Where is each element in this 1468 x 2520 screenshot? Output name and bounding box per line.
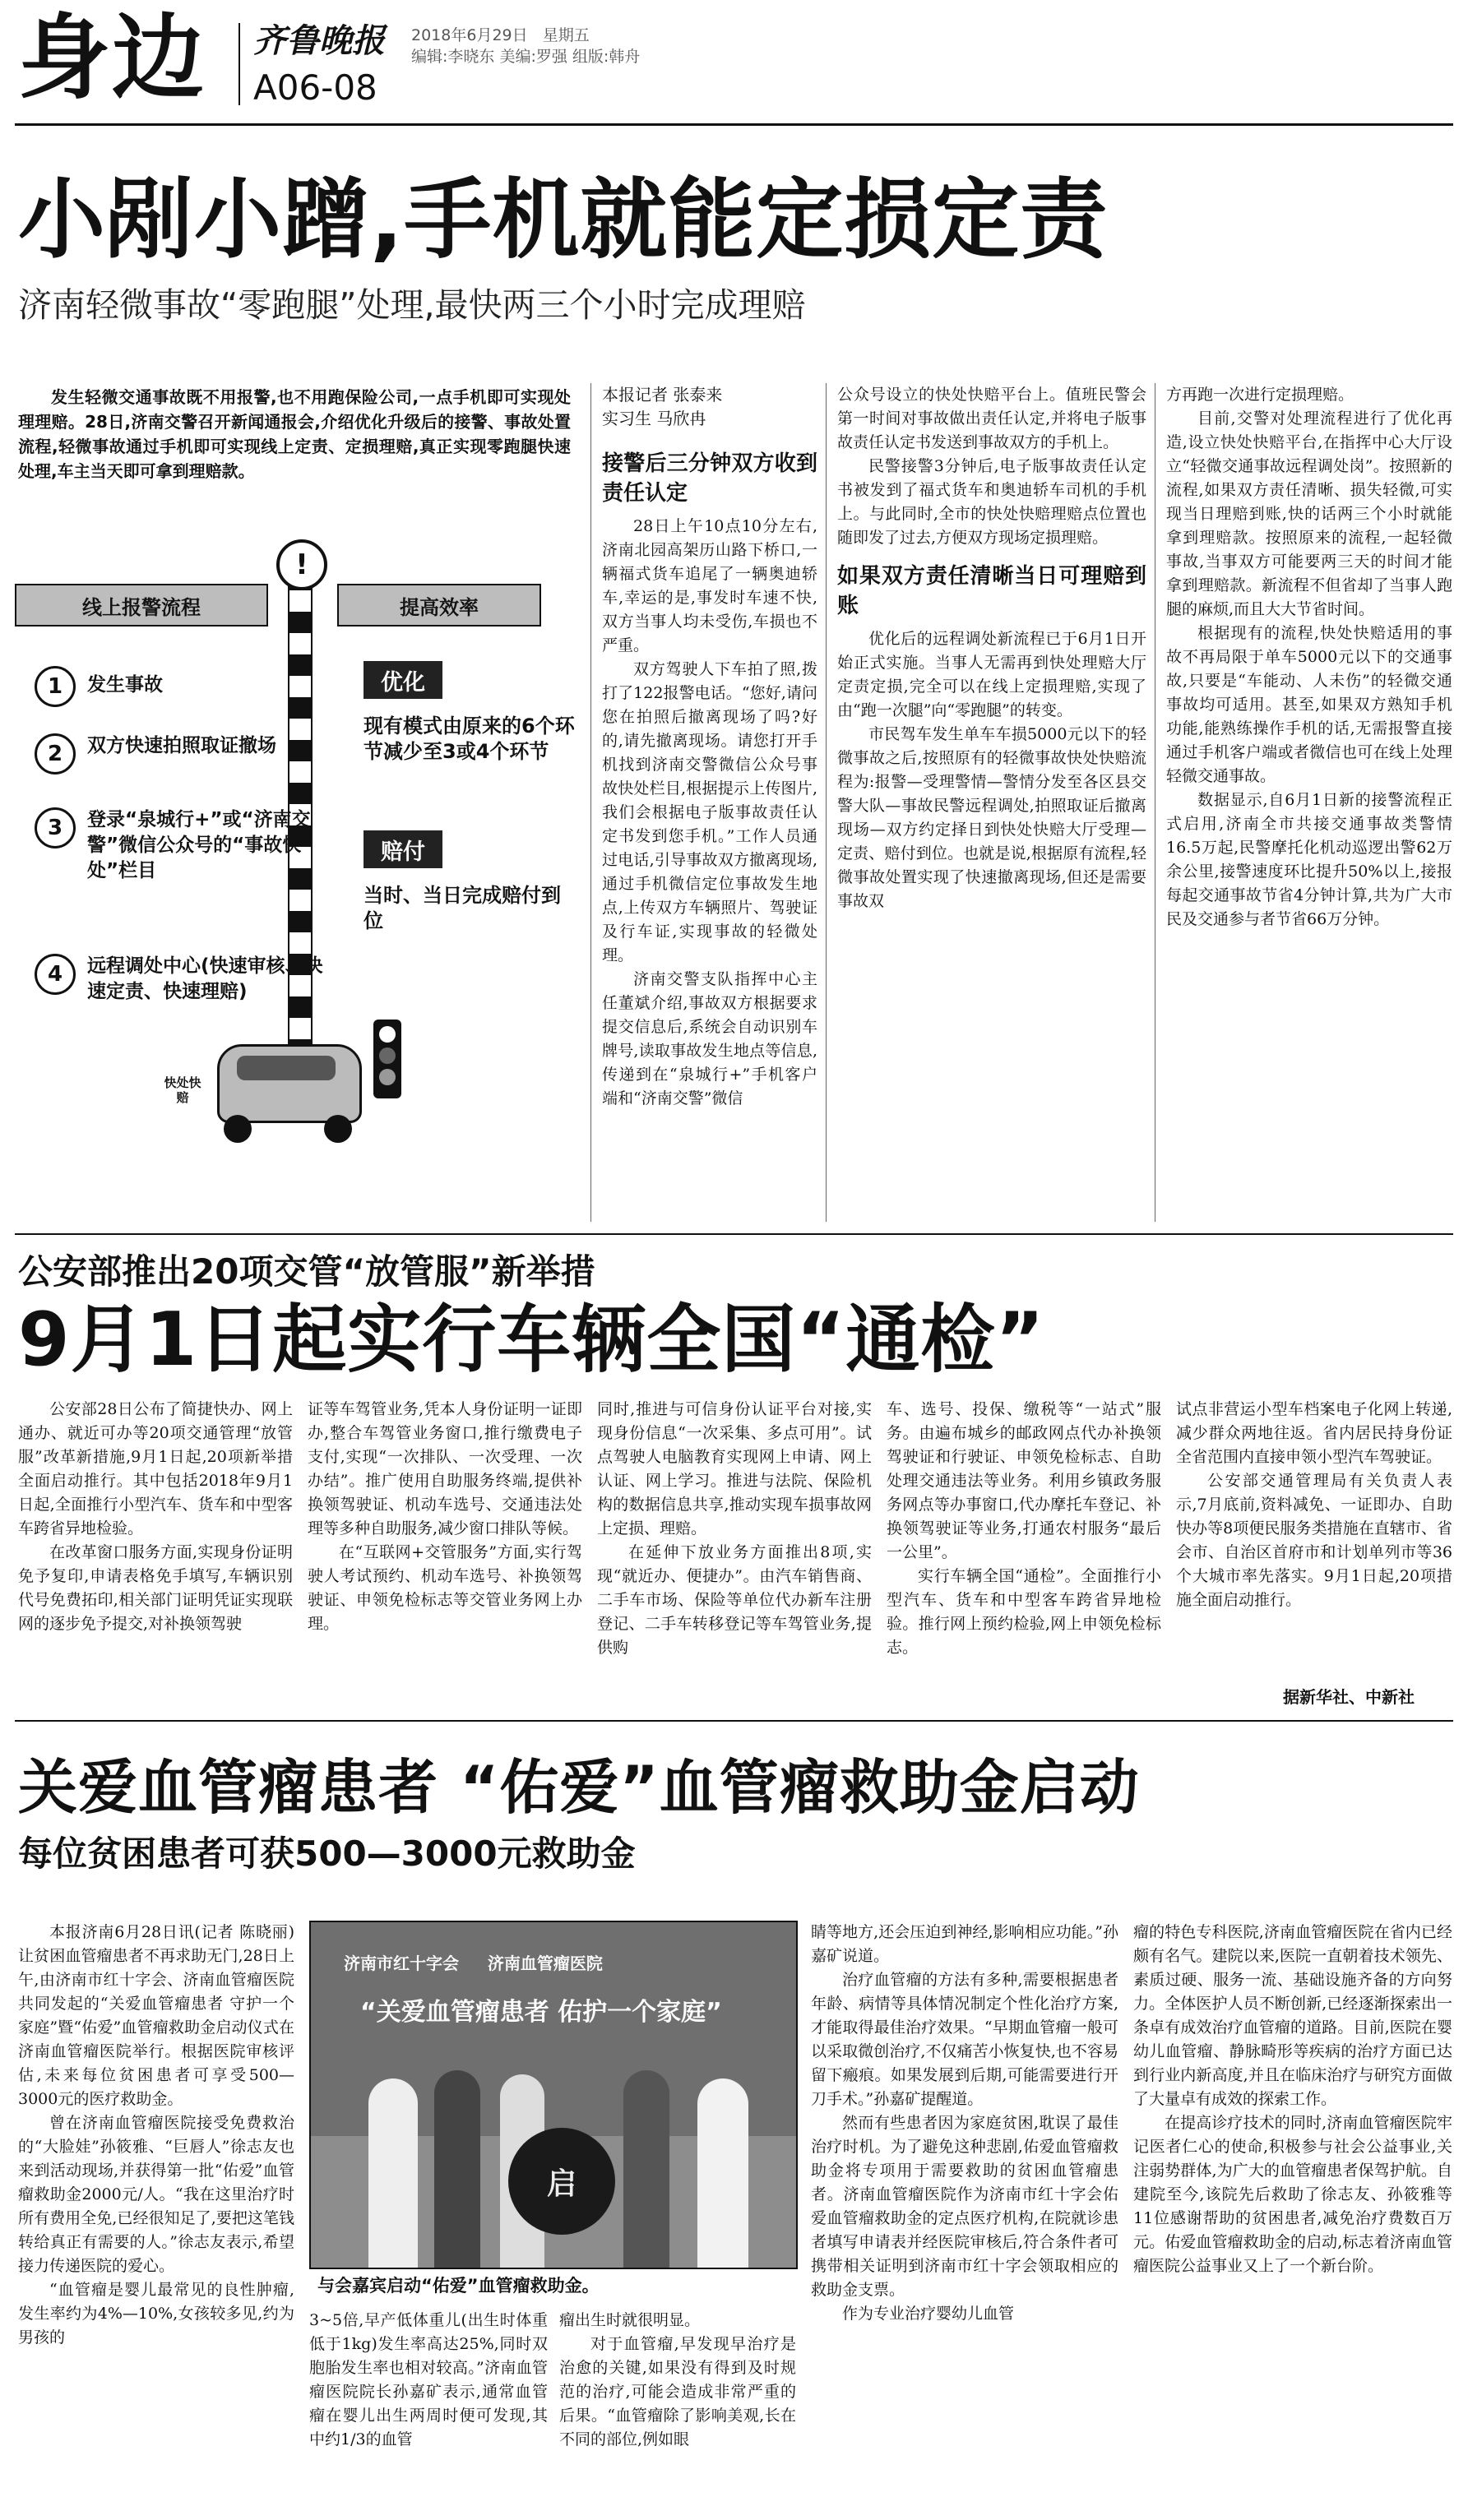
step-number: 1 (35, 666, 76, 707)
efficiency-header: 提高效率 (337, 584, 541, 627)
section-rule (15, 1233, 1453, 1235)
paragraph: 对于血管瘤,早发现早治疗是治愈的关键,如果没有得到及时规范的治疗,可能会造成非常严重的后果。“血管瘤除了影响美观,长在不同的部位,例如眼 (559, 2335, 796, 2448)
column-rule (590, 383, 591, 1222)
launch-ball (508, 2128, 615, 2235)
article1-col3 (837, 383, 1146, 1222)
article2-col3 (597, 1398, 872, 1710)
paragraph: 治疗血管瘤的方法有多种,需要根据患者年龄、病情等具体情况制定个性化治疗方案,才能取得最佳治疗效果。“早期血管瘤一般可以采取微创治疗,不仅痛苦小恢复快,也不容易留下瘢痕。如果发展到后期,可能需要进行开刀手术。”孙嘉矿提醒道。 (811, 1971, 1118, 2108)
step-text: 双方快速拍照取证撤场 (87, 735, 276, 756)
article2-col2 (308, 1398, 582, 1710)
article1-lead (18, 385, 571, 541)
article2-kicker: 公安部推出20项交管“放管服”新举措 (18, 1251, 595, 1292)
section-rule (15, 1720, 1453, 1722)
paragraph: 曾在济南血管瘤医院接受免费救治的“大脸娃”孙筱雅、“巨唇人”徐志友也来到活动现场,并获得第一批“佑爱”血管瘤救助金2000元/人。“我在这里治疗时所有费用全免,已经很知足了,要把这笔钱转给真正有需要的人。”徐志友表示,希望接力传递医院的爱心。 (18, 2114, 294, 2275)
paragraph: 瘤出生时就很明显。 (559, 2311, 701, 2329)
paragraph: 本报济南6月28日讯(记者 陈晓丽) 让贫困血管瘤患者不再求助无门,28日上午,由济南市红十字会、济南血管瘤医院共同发起的“关爱血管瘤患者 守护一个家庭”暨“佑爱”血管瘤救助金启动仪式在济南血管瘤医院举行。根据医院审核评估,未来每位贫困患者可享受500—3000元的医疗救助金。 (18, 1923, 294, 2108)
step-4 (35, 954, 326, 1005)
article1-title: 小剐小蹭,手机就能定损定责 (18, 169, 1109, 270)
warning-icon: ! (276, 539, 327, 590)
paragraph: 在改革窗口服务方面,实现身份证明免予复印,申请表格免手填写,车辆识别代号免费拓印,相关部门证明凭证实现联网的逐步免予提交,对补换领驾驶 (18, 1543, 293, 1633)
optimize-label: 优化 (364, 661, 442, 699)
article2-source: 据新华社、中新社 (1283, 1687, 1415, 1707)
person (623, 2070, 669, 2268)
paragraph: 目前,交警对处理流程进行了优化再造,设立快处快赔平台,在指挥中心大厅设立“轻微交通事故远程调处岗”。按照新的流程,如果双方责任清晰、损失轻微,可实现当日理赔到账,快的话两三个小时就能拿到理赔款。按照原来的流程,一起轻微事故,当事双方可能要两三天的时间才能拿到理赔款。新流程不但省却了当事人跑腿的麻烦,而且大大节省时间。 (1166, 409, 1452, 618)
masthead-rule (15, 123, 1453, 126)
subheading: 接警后三分钟双方收到责任认定 (602, 451, 817, 506)
paragraph: 在“互联网+交管服务”方面,实行驾驶人考试预约、机动车选号、补换领驾驶证、申领免检标志等交管业务网上办理。 (308, 1543, 582, 1633)
page-number: A06-08 (253, 67, 377, 108)
traffic-light-icon (373, 1020, 401, 1098)
masthead-date (411, 23, 590, 45)
step-text: 登录“泉城行+”或“济南交警”微信公众号的“事故快处”栏目 (87, 809, 311, 881)
step-number: 2 (35, 733, 76, 774)
step-1 (35, 666, 326, 707)
paragraph: 方再跑一次进行定损理赔。 (1166, 386, 1355, 404)
pay-label: 赔付 (364, 830, 442, 868)
ball-text: 启 (546, 2166, 577, 2201)
step-text: 远程调处中心(快速审核、快速定责、快速理赔) (87, 955, 323, 1002)
article3-title: 关爱血管瘤患者 “佑爱”血管瘤救助金启动 (18, 1753, 1140, 1822)
step-text: 发生事故 (87, 674, 163, 696)
article3-col2 (309, 2309, 548, 2514)
paragraph: 公众号设立的快处快赔平台上。值班民警会第一时间对事故做出责任认定,并将电子版事故责任认定书发送到事故双方的手机上。 (837, 386, 1146, 451)
article3-col3 (559, 2309, 796, 2514)
paragraph: 证等车驾管业务,凭本人身份证明一证即办,整合车驾管业务窗口,推行缴费电子支付,实现“一次排队、一次受理、一次办结”。推广使用自助服务终端,提供补换领驾驶证、机动车选号、交通违法处理等多种自助服务,减少窗口排队等候。 (308, 1400, 582, 1537)
car-label: 快处快赔 (164, 1075, 201, 1105)
newspaper-logo: 齐鲁晚报 (253, 21, 385, 60)
paragraph: 在延伸下放业务方面推出8项,实现“就近办、便捷办”。由汽车销售商、二手车市场、保险等单位代办新车注册登记、二手车转移登记等车驾管业务,提供购 (597, 1543, 872, 1657)
article3-subtitle: 每位贫困患者可获500—3000元救助金 (18, 1833, 636, 1874)
article3-col5 (1133, 1921, 1452, 2514)
photo-caption: 与会嘉宾启动“佑爱”血管瘤救助金。 (317, 2276, 600, 2296)
weekday: 星期五 (542, 26, 590, 44)
paragraph: 实行车辆全国“通检”。全面推行小型汽车、货车和中型客车跨省异地检验。推行网上预约检验,网上申领免检标志。 (887, 1567, 1161, 1657)
column-rule (826, 383, 827, 1222)
flow-header: 线上报警流程 (15, 584, 268, 627)
paragraph: 数据显示,自6月1日新的接警流程正式启用,济南全市共接交通事故类警情16.5万起,民警摩托化机动巡逻出警62万余公里,接警速度环比提升50%以上,接报每起交通事故节省4分钟计算,共为广大市民及交通参与者节省66万分钟。 (1166, 791, 1452, 928)
article1-col4 (1166, 383, 1452, 1222)
subheading: 如果双方责任清晰当日可理赔到账 (837, 564, 1146, 618)
paragraph: 车、选号、投保、缴税等“一站式”服务。由遍布城乡的邮政网点代办补换领驾驶证和行驶证、申领免检标志、自助处理交通违法等业务。利用乡镇政务服务网点等办事窗口,代办摩托车登记、补换领驾驶证等业务,打通农村服务“最后一公里”。 (887, 1400, 1161, 1561)
paragraph: 睛等地方,还会压迫到神经,影响相应功能。”孙嘉矿说道。 (811, 1923, 1118, 1965)
paragraph: “血管瘤是婴儿最常见的良性肿瘤,发生率约为4%—10%,女孩较多见,约为男孩的 (18, 2281, 294, 2347)
lead-paragraph: 发生轻微交通事故既不用报警,也不用跑保险公司,一点手机即可实现处理理赔。28日,济南交警召开新闻通报会,介绍优化升级后的接警、事故处置流程,轻微事故通过手机即可实现线上定责、定损理赔,真正实现零跑腿快速处理,车主当天即可拿到理赔款。 (18, 387, 571, 481)
article2-col4 (887, 1398, 1161, 1710)
optimize-text: 现有模式由原来的6个环节减少至3或4个环节 (364, 714, 575, 763)
paragraph: 3~5倍,早产低体重儿(出生时体重低于1kg)发生率高达25%,同时双胞胎发生率也相对较高。”济南血管瘤医院院长孙嘉矿表示,通常血管瘤在婴儿出生两周时便可发现,其中约1/3的血管 (309, 2311, 548, 2448)
article2-col5 (1176, 1398, 1452, 1677)
paragraph: 民警接警3分钟后,电子版事故责任认定书被发到了福式货车和奥迪轿车司机的手机上。与此同时,全市的快处快赔理赔点位置也随即发了过去,方便双方现场定损理赔。 (837, 457, 1146, 547)
paragraph: 根据现有的流程,快处快赔适用的事故不再局限于单车5000元以下的交通事故,只要是“车能动、人未伤”的轻微交通事故均可适用。甚至,如果双方熟知手机功能,能熟练操作手机的话,无需报警直接通过手机客户端或者微信也可在线上处理轻微交通事故。 (1166, 624, 1452, 785)
paragraph: 28日上午10点10分左右,济南北园高架历山路下桥口,一辆福式货车追尾了一辆奥迪轿车,幸运的是,事发时车速不快,双方当事人均未受伤,车损也不严重。 (602, 517, 817, 654)
masthead-divider (238, 23, 240, 105)
paragraph: 试点非营运小型车档案电子化网上转递,减少群众两地往返。省内居民持身份证全省范围内直接申领小型汽车驾驶证。 (1176, 1400, 1452, 1466)
event-photo (309, 1921, 798, 2269)
byline: 实习生 马欣冉 (602, 409, 706, 428)
masthead-staff: 编辑:李晓东 美编:罗强 组版:韩舟 (411, 48, 641, 66)
step-number: 3 (35, 807, 76, 848)
step-2 (35, 733, 326, 774)
person (368, 2078, 418, 2268)
section-title: 身边 (18, 5, 206, 112)
person (434, 2070, 480, 2268)
paragraph: 优化后的远程调处新流程已于6月1日开始正式实施。当事人无需再到快处理赔大厅定责定损,完全可以在线上定损理赔,实现了由“跑一次腿”向“零跑腿”的转变。 (837, 630, 1146, 719)
paragraph: 作为专业治疗婴幼儿血管 (842, 2305, 1015, 2323)
process-graphic (15, 543, 582, 1176)
paragraph: 公安部28日公布了简捷快办、网上通办、就近可办等20项交通管理“放管服”改革新措施,9月1日起,20项新举措全面启动推行。其中包括2018年9月1日起,全面推行小型汽车、货车和中型客车跨省异地检验。 (18, 1400, 293, 1537)
paragraph: 在提高诊疗技术的同时,济南血管瘤医院牢记医者仁心的使命,积极参与社会公益事业,关注弱势群体,为广大的血管瘤患者保驾护航。自建院至今,该院先后救助了徐志友、孙筱雅等11位感谢帮助的贫困患者,减免治疗费数百万元。佑爱血管瘤救助金的启动,标志着济南血管瘤医院公益事业又上了一个新台阶。 (1133, 2114, 1452, 2275)
article3-col1 (18, 1921, 294, 2513)
article1-col2 (602, 383, 817, 1222)
pay-text: 当时、当日完成赔付到位 (364, 884, 561, 932)
byline: 本报记者 张泰来 (602, 385, 723, 405)
person (697, 2078, 748, 2268)
article3-col4 (811, 1921, 1118, 2514)
step-number: 4 (35, 954, 76, 995)
paragraph: 济南交警支队指挥中心主任董斌介绍,事故双方根据要求提交信息后,系统会自动识别车牌号,读取事故发生地点等信息,传递到在“泉城行+”手机客户端和“济南交警”微信 (602, 970, 817, 1107)
photo-logos: 济南市红十字会 济南血管瘤医院 (344, 1954, 603, 1973)
paragraph: 市民驾车发生单车车损5000元以下的轻微事故之后,按照原有的轻微事故快处快赔流程为:报警—受理警情—警情分发至各区县交警大队—事故民警远程调处,拍照取证后撤离现场—双方约定择日到快处快赔大厅受理—定责、赔付到位。也就是说,根据原有流程,轻微事故处置实现了快速撤离现场,但还是需要事故双 (837, 725, 1146, 910)
step-3 (35, 807, 326, 884)
article2-col1 (18, 1398, 293, 1710)
paragraph: 瘤的特色专科医院,济南血管瘤医院在省内已经颇有名气。建院以来,医院一直朝着技术领先、素质过硬、服务一流、基础设施齐备的方向努力。全体医护人员不断创新,已经逐渐探索出一条卓有成效治疗血管瘤的道路。目前,医院在婴幼儿血管瘤、静脉畸形等疾病的治疗方面已达到行业内新高度,并且在临床治疗与研究方面做了大量卓有成效的探索工作。 (1133, 1923, 1452, 2108)
paragraph: 公安部交通管理局有关负责人表示,7月底前,资料减免、一证即办、自助快办等8项便民服务类措施在直辖市、省会市、自治区首府市和计划单列市等36个大城市率先落实。9月1日起,20项措施全面启动推行。 (1176, 1472, 1452, 1609)
paragraph: 双方驾驶人下车拍了照,拨打了122报警电话。“您好,请问您在拍照后撤离现场了吗?好的,请先撤离现场。请您打开手机找到济南交警微信公众号事故快处栏目,根据提示上传图片,我们会根据电子版事故责任认定书发到您手机。”工作人员通过电话,引导事故双方撤离现场,通过手机微信定位事故发生地点,上传双方车辆照片、驾驶证及行车证,实现事故的轻微处理。 (602, 660, 817, 964)
car-illustration (164, 1044, 365, 1143)
paragraph: 然而有些患者因为家庭贫困,耽误了最佳治疗时机。为了避免这种悲剧,佑爱血管瘤救助金将专项用于需要救助的贫困血管瘤患者。济南血管瘤医院作为济南市红十字会佑爱血管瘤救助金的定点医疗机构,在院就诊患者填写申请表并经医院审核后,符合条件者可携带相关证明到济南市红十字会领取相应的救助金支票。 (811, 2114, 1118, 2299)
paragraph: 同时,推进与可信身份认证平台对接,实现身份信息“一次采集、多点可用”。试点驾驶人电脑教育实现网上申请、网上认证、网上学习。推进与法院、保险机构的数据信息共享,推动实现车损事故网上定损、理赔。 (597, 1400, 872, 1537)
article1-subtitle: 济南轻微事故“零跑腿”处理,最快两三个小时完成理赔 (18, 285, 806, 325)
photo-banner: “关爱血管瘤患者 佑护一个家庭” (360, 1998, 722, 2027)
date: 2018年6月29日 (411, 26, 528, 44)
article2-title: 9月1日起实行车辆全国“通检” (18, 1297, 1045, 1383)
